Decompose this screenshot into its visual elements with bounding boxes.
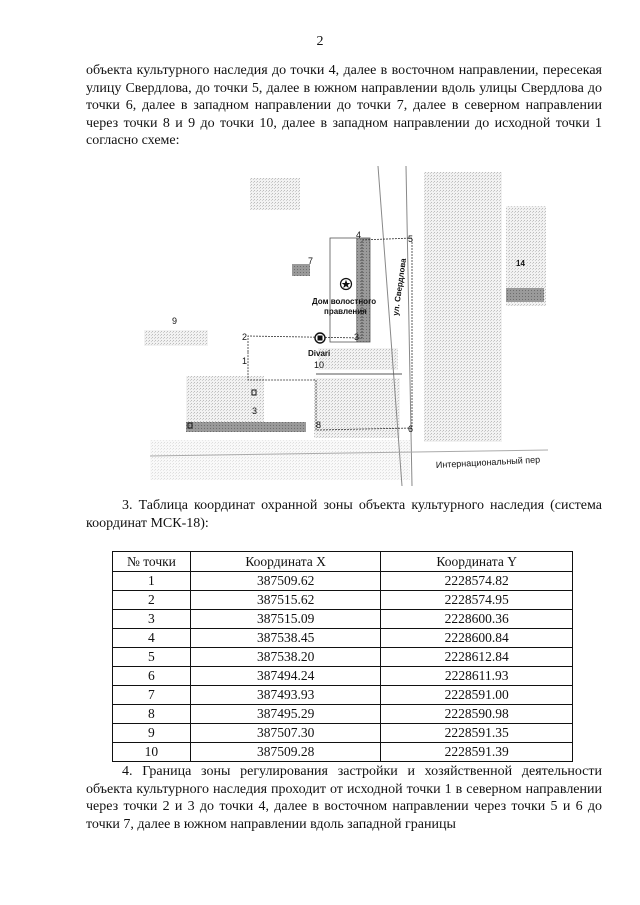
block-left-strip [186,422,306,432]
table-row [113,629,573,648]
paragraph-table-caption: 3. Таблица координат охранной зоны объекта культурного наследия (система координат МСК-18): [86,498,602,531]
block-bottom [150,440,410,480]
house-number-14: 14 [516,259,525,268]
cell-point: 10 [113,743,191,762]
cell-y: 2228590.98 [381,705,573,724]
point-label-8: 8 [316,420,322,430]
header-coordinate-x: Координата X [190,552,381,572]
point-label-1: 1 [242,356,248,366]
cell-x: 387538.45 [190,629,381,648]
cell-x: 387495.29 [190,705,381,724]
point-label-3-poi: 3 [354,332,360,342]
header-coordinate-y: Координата Y [381,552,573,572]
table-row [113,686,573,705]
block-left-lower [186,376,264,430]
cell-x: 387515.09 [190,610,381,629]
table-row [113,667,573,686]
point-label-4: 4 [356,230,362,240]
poi-ring-icon [315,333,325,343]
point-label-5: 5 [408,234,414,244]
cell-x: 387509.28 [190,743,381,762]
paragraph-boundary-description: объекта культурного наследия до точки 4, далее в восточном направлении, пересекая улицу Свердлова, до точки 5, далее в южном направлении вдоль улицы Свердлова до точки 6, далее в западном направлении до точки 7, далее в северном направлении через точки 8 и 9 до точки 10, далее в западном направлении до исходной точки 1 согласно схеме: [86,63,602,148]
point-label-9: 9 [172,316,178,326]
scheme-svg [140,166,548,486]
cell-point: 9 [113,724,191,743]
cell-y: 2228591.39 [381,743,573,762]
page-number: 2 [316,34,324,49]
cell-x: 387538.20 [190,648,381,667]
lane-name-internacionalny: Интернациональный пер [435,454,541,470]
cell-y: 2228600.36 [381,610,573,629]
cell-x: 387507.30 [190,724,381,743]
table-header-row [113,552,573,572]
table-row [113,648,573,667]
cell-x: 387493.93 [190,686,381,705]
table-row [113,724,573,743]
header-point-number: № точки [113,552,191,572]
heritage-label-line1: Дом волостного [312,297,377,306]
paragraph-regulation-zone: 4. Граница зоны регулирования застройки и хозяйственной деятельности объекта культурного наследия проходит от исходной точки 1 в северном направлении через точки 2 и 3 до точки 4, далее в восточном направлении через точки 5 и 6 до точки 7, далее в южном направлении вдоль западной границы [86,764,602,832]
heritage-building [356,238,370,342]
point-label-10: 10 [314,360,325,370]
coordinates-table [112,551,573,762]
heritage-label-line2: правления [324,307,367,316]
cell-point: 4 [113,629,191,648]
cell-x: 387494.24 [190,667,381,686]
cell-point: 6 [113,667,191,686]
block-house-14-dark [506,288,544,302]
cell-y: 2228612.84 [381,648,573,667]
cell-x: 387509.62 [190,572,381,591]
cell-point: 1 [113,572,191,591]
block-right-large [424,172,502,442]
cell-y: 2228574.95 [381,591,573,610]
cell-y: 2228591.00 [381,686,573,705]
cell-point: 5 [113,648,191,667]
boundary-scheme-map [140,166,548,486]
table-row [113,610,573,629]
cell-y: 2228574.82 [381,572,573,591]
block-top-center [250,178,300,210]
point-label-2: 2 [242,332,248,342]
cell-y: 2228591.35 [381,724,573,743]
cell-point: 8 [113,705,191,724]
point-label-3: 3 [252,406,258,416]
street-line-east [406,166,412,486]
table-row [113,743,573,762]
cell-point: 7 [113,686,191,705]
table-row [113,572,573,591]
block-left [144,330,208,346]
star-icon [341,279,352,290]
street-name-sverdlova: ул. Свердлова [391,257,409,317]
cell-point: 2 [113,591,191,610]
table-row [113,591,573,610]
cell-point: 3 [113,610,191,629]
cell-y: 2228611.93 [381,667,573,686]
point-label-7: 7 [308,256,314,266]
cell-y: 2228600.84 [381,629,573,648]
cell-x: 387515.62 [190,591,381,610]
point-label-6: 6 [408,424,414,434]
poi-label-divari: Divari [308,349,331,358]
table-row [113,705,573,724]
